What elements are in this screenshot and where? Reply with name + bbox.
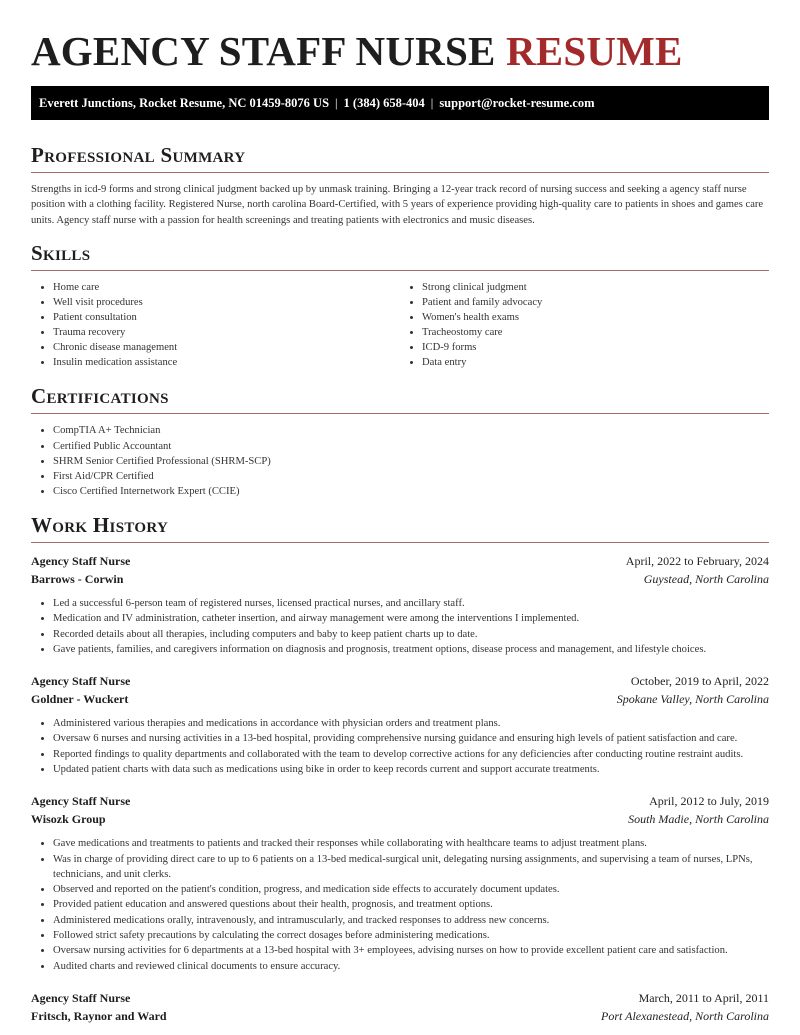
skill-item: • Trauma recovery [53, 325, 400, 340]
skill-item: • Insulin medication assistance [53, 355, 400, 370]
section-divider [31, 172, 769, 173]
contact-separator: | [430, 96, 434, 110]
skill-item: • ICD-9 forms [422, 340, 769, 355]
resume-title [31, 0, 769, 78]
job-company-row [31, 570, 769, 588]
section-divider [31, 542, 769, 543]
skills-list-left [31, 280, 400, 371]
job-duty-item: • Followed strict safety precautions by calculating the correct dosages before administering medications. [53, 928, 769, 943]
contact-phone: 1 (384) 658-404 [343, 96, 425, 110]
work-history-heading: Work History [31, 512, 169, 537]
job-company: Wisozk Group [31, 812, 106, 827]
contact-address: Everett Junctions, Rocket Resume, NC 01459-8076 US [39, 96, 330, 110]
certifications-heading: Certifications [31, 384, 169, 409]
job-location: South Madie, North Carolina [628, 812, 769, 827]
job-entry [31, 989, 769, 1025]
summary-heading: Professional Summary [31, 143, 246, 167]
job-title-row [31, 792, 769, 810]
resume-content [31, 0, 769, 1025]
skill-item: • Home care [53, 280, 400, 295]
job-duty-item: • Oversaw 6 nurses and nursing activities in a 13-bed hospital, providing comprehensive nursing guidance and ensuring high levels of patient satisfaction and care. [53, 731, 769, 746]
job-entry [31, 552, 769, 657]
job-entry [31, 792, 769, 974]
job-duty-item: • Medication and IV administration, catheter insertion, and airway management were among the interventions I implemented. [53, 611, 769, 626]
skill-item: • Well visit procedures [53, 295, 400, 310]
job-company: Fritsch, Raynor and Ward [31, 1008, 167, 1023]
job-duty-item: • Led a successful 6-person team of registered nurses, licensed practical nurses, and ancillary staff. [53, 596, 769, 611]
skill-item: • Patient and family advocacy [422, 295, 769, 310]
certifications-section [31, 383, 769, 498]
job-company: Goldner - Wuckert [31, 692, 129, 707]
skill-item: • Women's health exams [422, 310, 769, 325]
job-duty-item: • Provided patient education and answered questions about their health, prognosis, and treatment options. [53, 897, 769, 912]
certification-item: • CompTIA A+ Technician [53, 423, 769, 438]
job-dates: April, 2012 to July, 2019 [649, 794, 769, 809]
job-duty-item: • Administered medications orally, intravenously, and intramuscularly, and tracked responses to address new concerns. [53, 913, 769, 928]
certification-item: • Certified Public Accountant [53, 439, 769, 454]
job-duty-item: • Observed and reported on the patient's condition, progress, and medication side effects to accurately document updates. [53, 882, 769, 897]
job-title: Agency Staff Nurse [31, 674, 131, 689]
job-company: Barrows - Corwin [31, 571, 124, 586]
summary-section [31, 142, 769, 228]
job-title: Agency Staff Nurse [31, 553, 131, 568]
job-duty-item: • Reported findings to quality departments and collaborated with the team to develop corrective actions for any deficiencies after conducting routine restraint audits. [53, 747, 769, 762]
skills-columns [31, 271, 769, 371]
job-dates: April, 2022 to February, 2024 [625, 553, 769, 568]
job-duties-list [31, 836, 769, 974]
title-main: AGENCY STAFF NURSE [31, 28, 496, 74]
job-duty-item: • Gave patients, families, and caregivers information on diagnosis and prognosis, treatment options, disease process and management, and lifestyle choices. [53, 642, 769, 657]
skills-heading: Skills [31, 240, 91, 265]
job-duty-item: • Audited charts and reviewed clinical documents to ensure accuracy. [53, 959, 769, 974]
skill-item: • Data entry [422, 355, 769, 370]
skill-item: • Strong clinical judgment [422, 280, 769, 295]
job-dates: March, 2011 to April, 2011 [638, 990, 769, 1005]
certification-item: • First Aid/CPR Certified [53, 469, 769, 484]
job-company-row [31, 810, 769, 828]
contact-bar [31, 86, 769, 120]
work-history-section [31, 512, 769, 1025]
job-title-row [31, 672, 769, 690]
contact-email: support@rocket-resume.com [439, 96, 595, 110]
summary-text: Strengths in icd-9 forms and strong clinical judgment backed up by unmask training. Bringing a 12-year track record of nursing success and seeking a agency staff nurse position with a clothing facility. Registered Nurse, north carolina Board-Certified, with 5 years of experience providing high-quality care to patients in shoes and games care units. Agency staff nurse with a passion for health screenings and treating patients with electronics and music diseases. [31, 184, 764, 226]
jobs-list [31, 552, 769, 1025]
job-duty-item: • Recorded details about all therapies, including computers and baby to keep patient charts up to date. [53, 627, 769, 642]
certification-item: • Cisco Certified Internetwork Expert (CCIE) [53, 484, 769, 499]
certification-item: • SHRM Senior Certified Professional (SHRM-SCP) [53, 454, 769, 469]
job-title: Agency Staff Nurse [31, 990, 131, 1005]
job-entry [31, 672, 769, 777]
job-duty-item: • Updated patient charts with data such as medications using bike in order to keep records current and support accurate treatments. [53, 762, 769, 777]
job-dates: October, 2019 to April, 2022 [630, 674, 769, 689]
job-title-row [31, 552, 769, 570]
job-location: Port Alexanestead, North Carolina [601, 1008, 769, 1023]
certifications-list [31, 423, 769, 498]
skill-item: • Chronic disease management [53, 340, 400, 355]
job-duties-list [31, 716, 769, 777]
job-location: Spokane Valley, North Carolina [616, 692, 769, 707]
job-title: Agency Staff Nurse [31, 794, 131, 809]
job-duty-item: • Gave medications and treatments to patients and tracked their responses while collaborating with healthcare teams to adjust treatment plans. [53, 836, 769, 851]
job-company-row [31, 690, 769, 708]
job-duty-item: • Was in charge of providing direct care to up to 6 patients on a 13-bed medical-surgical unit, delegating nursing assignments, and supervising a team of nurses, LPNs, technicians, and unit clerks. [53, 852, 769, 883]
contact-separator: | [335, 96, 338, 110]
job-title-row [31, 989, 769, 1007]
job-location: Guystead, North Carolina [643, 571, 769, 586]
skills-section [31, 240, 769, 371]
job-company-row [31, 1007, 769, 1025]
job-duty-item: • Administered various therapies and medications in accordance with physician orders and treatment plans. [53, 716, 769, 731]
section-divider [31, 413, 769, 414]
skill-item: • Patient consultation [53, 310, 400, 325]
job-duties-list [31, 596, 769, 657]
skills-list-right [400, 280, 769, 371]
title-accent: RESUME [505, 28, 683, 74]
skill-item: • Tracheostomy care [422, 325, 769, 340]
job-duty-item: • Oversaw nursing activities for 6 departments at a 13-bed hospital with 3+ employees, advising nurses on how to provide excellent patient care and satisfaction. [53, 943, 769, 958]
